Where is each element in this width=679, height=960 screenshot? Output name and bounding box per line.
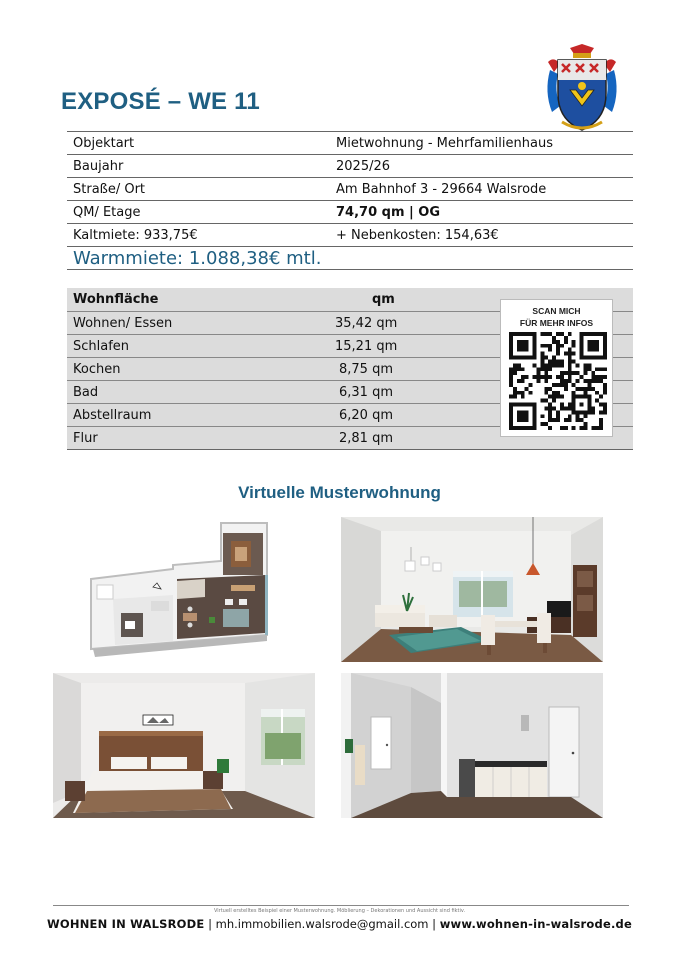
fact-value: 2025/26 (336, 159, 391, 174)
footer-separator: | (204, 917, 216, 931)
fact-label: Baujahr (73, 159, 124, 174)
property-facts-table (67, 131, 633, 270)
fact-label: Objektart (73, 136, 135, 151)
fact-row-strasse (67, 177, 633, 200)
fact-row-objektart (67, 131, 633, 154)
fact-value: + Nebenkosten: 154,63€ (336, 228, 499, 243)
room-size: 8,75 qm (339, 362, 393, 377)
area-header-label: Wohnfläche (73, 292, 159, 307)
room-name: Kochen (73, 362, 121, 377)
footer-brand: WOHNEN IN WALSRODE (47, 917, 205, 931)
fact-row-qm-etage (67, 200, 633, 223)
fact-value: Am Bahnhof 3 - 29664 Walsrode (336, 182, 547, 197)
page-title: EXPOSÉ – WE 11 (61, 88, 260, 115)
floorplan-image (53, 517, 315, 662)
footer-website-link[interactable]: www.wohnen-in-walsrode.de (439, 917, 632, 931)
qr-code-icon[interactable] (509, 332, 607, 430)
warmmiete-text: Warmmiete: 1.088,38€ mtl. (73, 248, 322, 269)
room-name: Abstellraum (73, 408, 152, 423)
room-name: Bad (73, 385, 99, 400)
room-size: 2,81 qm (339, 431, 393, 446)
footer-email-link[interactable]: mh.immobilien.walsrode@gmail.com (215, 917, 429, 931)
fact-label: QM/ Etage (73, 205, 141, 220)
fact-value: 74,70 qm | OG (336, 205, 441, 220)
room-name: Wohnen/ Essen (73, 316, 173, 331)
qr-label-scan: SCAN MICH (532, 306, 581, 316)
footer-separator: | (428, 917, 440, 931)
room-size: 6,20 qm (339, 408, 393, 423)
gallery-title: Virtuelle Musterwohnung (238, 483, 441, 502)
room-size: 6,31 qm (339, 385, 393, 400)
room-size: 35,42 qm (335, 316, 398, 331)
footer-contact (0, 917, 679, 931)
bedroom-image (53, 673, 315, 818)
kitchen-hallway-image (341, 673, 603, 818)
fact-value: Mietwohnung - Mehrfamilienhaus (336, 136, 553, 151)
living-room-image (341, 517, 603, 662)
fact-label: Kaltmiete: 933,75€ (73, 228, 198, 243)
qr-label-info: FÜR MEHR INFOS (519, 318, 594, 328)
area-header-unit: qm (372, 292, 395, 307)
qr-code-box[interactable] (500, 299, 613, 437)
room-name: Flur (73, 431, 98, 446)
fact-row-baujahr (67, 154, 633, 177)
footer-disclaimer: Virtuell erstelltes Beispiel einer Musterwohnung. Möblierung – Dekorationen und Aussicht sind fiktiv. (213, 908, 466, 914)
footer-divider (53, 905, 629, 906)
room-size: 15,21 qm (335, 339, 398, 354)
fact-label: Straße/ Ort (73, 182, 146, 197)
room-name: Schlafen (73, 339, 130, 354)
warmmiete-row (67, 246, 633, 270)
coat-of-arms-icon (540, 42, 624, 134)
fact-row-kaltmiete (67, 223, 633, 246)
